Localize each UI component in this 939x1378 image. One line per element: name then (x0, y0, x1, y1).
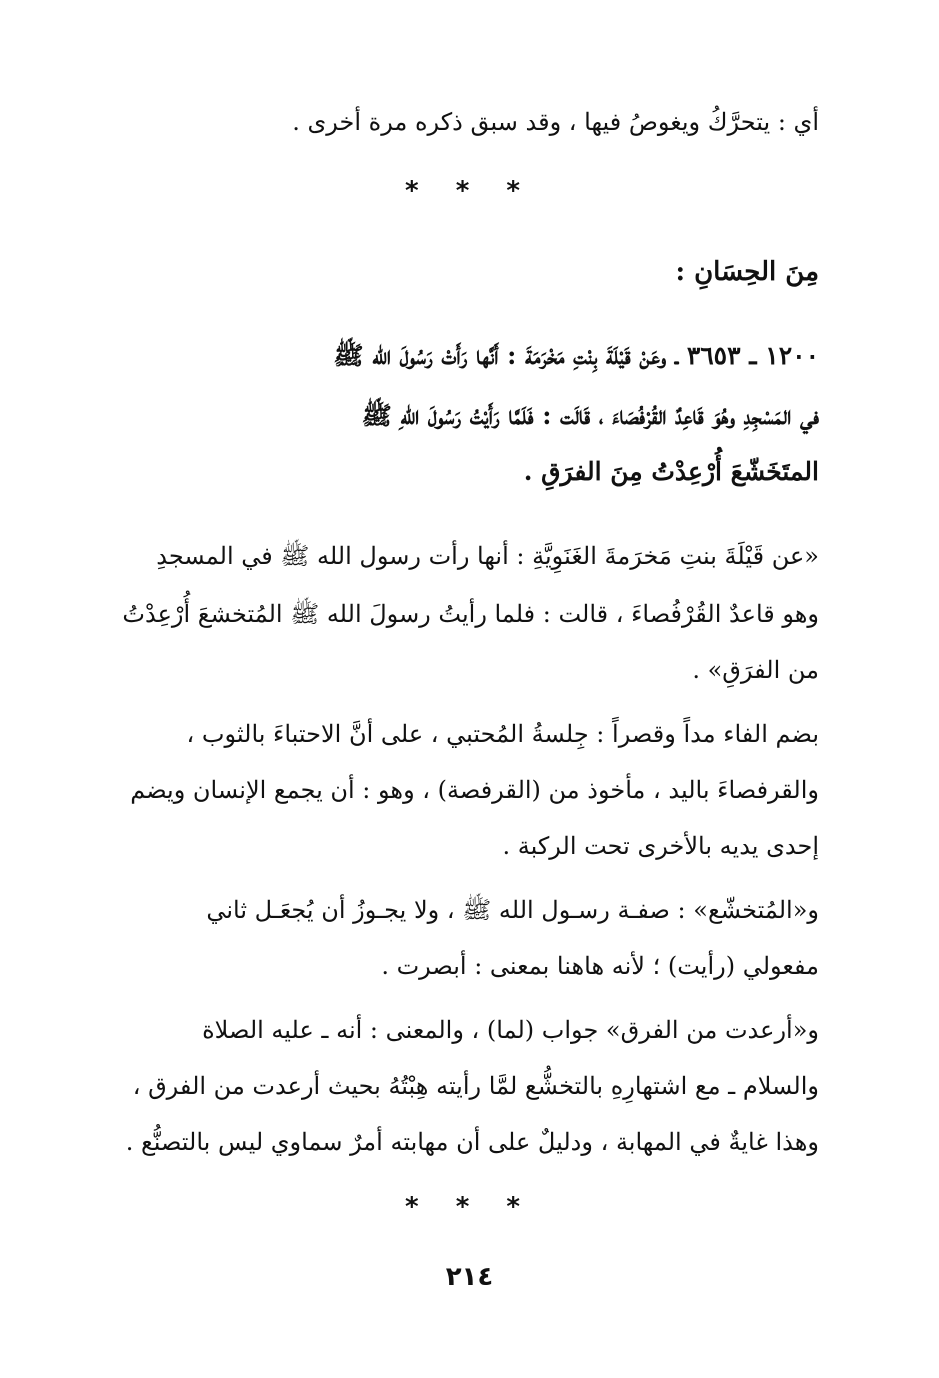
hadith-line: ١٢٠٠ ـ ٣٦٥٣ ـ وعَنْ قَيْلَةَ بِنْتِ مَخْرَمَةَ : أَنَّها رَأَتْ رَسُولَ الله ﷺ (333, 341, 819, 370)
section-title: مِنَ الحِسَانِ : (675, 257, 819, 287)
commentary-line: والسلام ـ مع اشتهارِهِ بالتخشُّع لمَّا رأيته هِبْتُهُ بحيث أرعدت من الفرق ، (132, 1072, 819, 1100)
hadith-line: المتَخَشّعَ أُرْعِدْتُ مِنَ الفرَقِ . (523, 457, 819, 486)
page-number: ٢١٤ (445, 1262, 494, 1292)
separator-top: * * * (405, 176, 534, 206)
commentary-line: و«أرعدت من الفرق» جواب (لما) ، والمعنى : أنه ـ عليه الصلاة (202, 1016, 819, 1044)
commentary-line: وهو قاعدٌ القُرْفُصاءَ ، قالت : فلما رأيتُ رسولَ الله ﷺ المُتخشعَ أُرْعِدْتُ (122, 600, 819, 628)
commentary-line: بضم الفاء مداً وقصراً : جِلسةُ المُحتبي ، على أنَّ الاحتباءَ بالثوب ، (186, 720, 819, 748)
commentary-line: و«المُتخشّع» : صفـة رسـول الله ﷺ ، ولا يجـوزُ أن يُجعَـل ثاني (206, 896, 819, 924)
hadith-line: في المَسْجِدِ وهُوَ قَاعِدٌ القُرْفُصَاءَ ، قَالَت : فَلَمَّا رَأَيْتُ رَسُولَ اللهِ ﷺ (361, 401, 819, 430)
commentary-line: «عن قَيْلَةَ بنتِ مَخرَمةَ الغَنَوِيَّةِ : أنها رأت رسول الله ﷺ في المسجدِ (156, 542, 819, 570)
commentary-line: إحدى يديه بالأخرى تحت الركبة . (502, 832, 819, 860)
commentary-line: وهذا غايةٌ في المهابة ، ودليلٌ على أن مهابته أمرٌ سماوي ليس بالتصنُّع . (125, 1128, 819, 1156)
commentary-line: من الفرَقِ» . (692, 656, 819, 684)
commentary-line: مفعولي (رأيت) ؛ لأنه هاهنا بمعنى : أبصرت . (381, 952, 819, 980)
separator-bottom: * * * (405, 1192, 534, 1222)
intro-line: أي : يتحرَّكُ ويغوصُ فيها ، وقد سبق ذكره مرة أخرى . (292, 108, 819, 136)
commentary-line: والقرفصاءَ باليد ، مأخوذ من (القرفصة) ، وهو : أن يجمع الإنسان ويضم (130, 776, 819, 804)
